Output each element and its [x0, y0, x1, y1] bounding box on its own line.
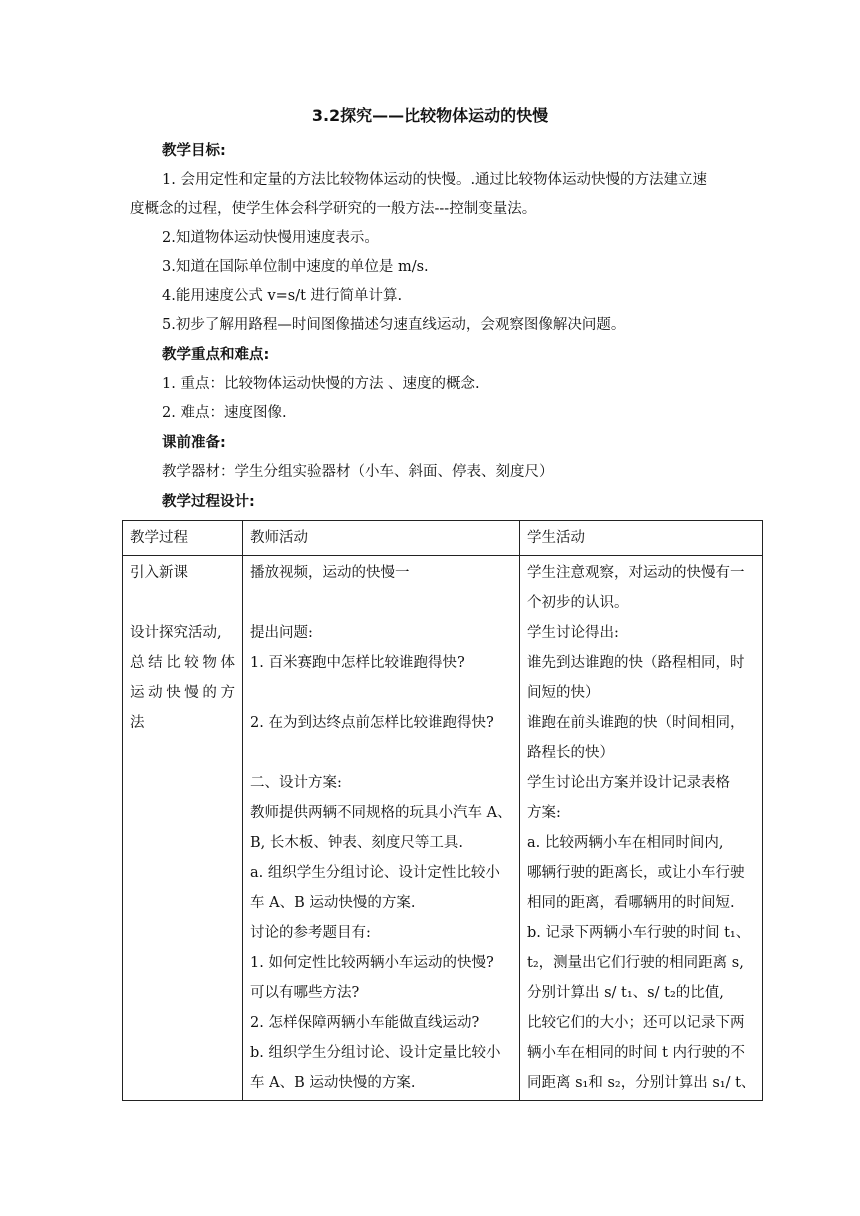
process-design-line: 设计探究活动, [130, 625, 222, 641]
teacher-line: 二、设计方案: [250, 775, 342, 791]
teaching-process-table [122, 520, 763, 1101]
student-line: 比较它们的大小；还可以记录下两 [527, 1015, 745, 1031]
page-title: 3.2探究——比较物体运动的快慢 [311, 106, 549, 125]
spacer [130, 588, 235, 618]
student-line: t₂，测量出它们行驶的相同距离 s, [527, 955, 744, 971]
header-cell: 教师活动 [243, 521, 520, 556]
teacher-line: 车 A、B 运动快慢的方案. [250, 1075, 416, 1091]
table-header-row [123, 521, 763, 556]
prep-heading: 课前准备: [162, 435, 226, 451]
teacher-line: b. 组织学生分组讨论、设计定量比较小 [250, 1045, 501, 1061]
student-line: 辆小车在相同的时间 t 内行驶的不 [527, 1045, 746, 1061]
student-line: 学生讨论出方案并设计记录表格 [527, 775, 730, 791]
teacher-activity-cell [243, 556, 520, 1101]
student-line: a. 比较两辆小车在相同时间内, [527, 835, 724, 851]
process-cell [123, 556, 243, 1101]
process-design-line: 总结比较物体 [130, 655, 235, 671]
header-cell: 教学过程 [123, 521, 243, 556]
student-line: 哪辆行驶的距离长，或让小车行驶 [527, 865, 745, 881]
student-line: 分别计算出 s/ t₁、s/ t₂的比值, [527, 985, 724, 1001]
student-line: 学生注意观察，对运动的快慢有一 [527, 565, 745, 581]
student-line: b. 记录下两辆小车行驶的时间 t₁、 [527, 925, 751, 941]
key-point-item: 2. 难点：速度图像. [162, 405, 287, 421]
student-line: 方案: [527, 805, 561, 821]
teacher-line: 1. 如何定性比较两辆小车运动的快慢? [250, 955, 494, 971]
student-line: 谁先到达谁跑的快（路程相同，时 [527, 655, 745, 671]
teacher-line: 车 A、B 运动快慢的方案. [250, 895, 416, 911]
student-line: 间短的快） [527, 685, 600, 701]
goal-item: 4.能用速度公式 v=s/t 进行简单计算. [162, 288, 403, 304]
goal-item: 3.知道在国际单位制中速度的单位是 m/s. [162, 259, 429, 275]
table-row [123, 556, 763, 1101]
teacher-line: 讨论的参考题目有: [250, 925, 371, 941]
student-line: 个初步的认识。 [527, 595, 629, 611]
goal-item: 度概念的过程，使学生体会科学研究的一般方法---控制变量法。 [130, 201, 537, 217]
teacher-line: 可以有哪些方法? [250, 985, 360, 1001]
goal-item: 1. 会用定性和定量的方法比较物体运动的快慢。.通过比较物体运动快慢的方法建立速 [162, 172, 708, 188]
process-design-line: 运动快慢的方 [130, 685, 235, 701]
key-points-heading: 教学重点和难点: [162, 347, 270, 363]
teacher-line: a. 组织学生分组讨论、设计定性比较小 [250, 865, 500, 881]
teacher-line: 2. 在为到达终点前怎样比较谁跑得快? [250, 715, 494, 731]
header-cell: 学生活动 [520, 521, 763, 556]
teacher-line: 2. 怎样保障两辆小车能做直线运动? [250, 1015, 480, 1031]
process-intro: 引入新课 [130, 565, 188, 581]
goals-heading: 教学目标: [162, 143, 226, 159]
student-line: 学生讨论得出: [527, 625, 619, 641]
teacher-line: B, 长木板、钟表、刻度尺等工具. [250, 835, 463, 851]
goal-item: 5.初步了解用路程—时间图像描述匀速直线运动，会观察图像解决问题。 [162, 317, 626, 333]
process-design-line: 法 [130, 715, 145, 731]
process-heading: 教学过程设计: [162, 494, 255, 510]
student-line: 路程长的快） [527, 745, 614, 761]
teacher-line: 教师提供两辆不同规格的玩具小汽车 A、 [250, 805, 512, 821]
student-activity-cell [520, 556, 763, 1101]
student-line: 谁跑在前头谁跑的快（时间相同， [527, 715, 745, 731]
goal-item: 2.知道物体运动快慢用速度表示。 [162, 230, 379, 246]
teacher-line: 播放视频，运动的快慢一 [250, 565, 410, 581]
student-line: 同距离 s₁和 s₂，分别计算出 s₁/ t、 [527, 1075, 756, 1091]
teacher-line: 1. 百米赛跑中怎样比较谁跑得快? [250, 655, 465, 671]
student-line: 相同的距离，看哪辆用的时间短. [527, 895, 735, 911]
teacher-line: 提出问题: [250, 625, 313, 641]
key-point-item: 1. 重点：比较物体运动快慢的方法 、速度的概念. [162, 376, 480, 392]
teacher-line [250, 678, 512, 708]
prep-text: 教学器材：学生分组实验器材（小车、斜面、停表、刻度尺） [162, 464, 554, 480]
teacher-line [250, 738, 512, 768]
teacher-line [250, 588, 512, 618]
